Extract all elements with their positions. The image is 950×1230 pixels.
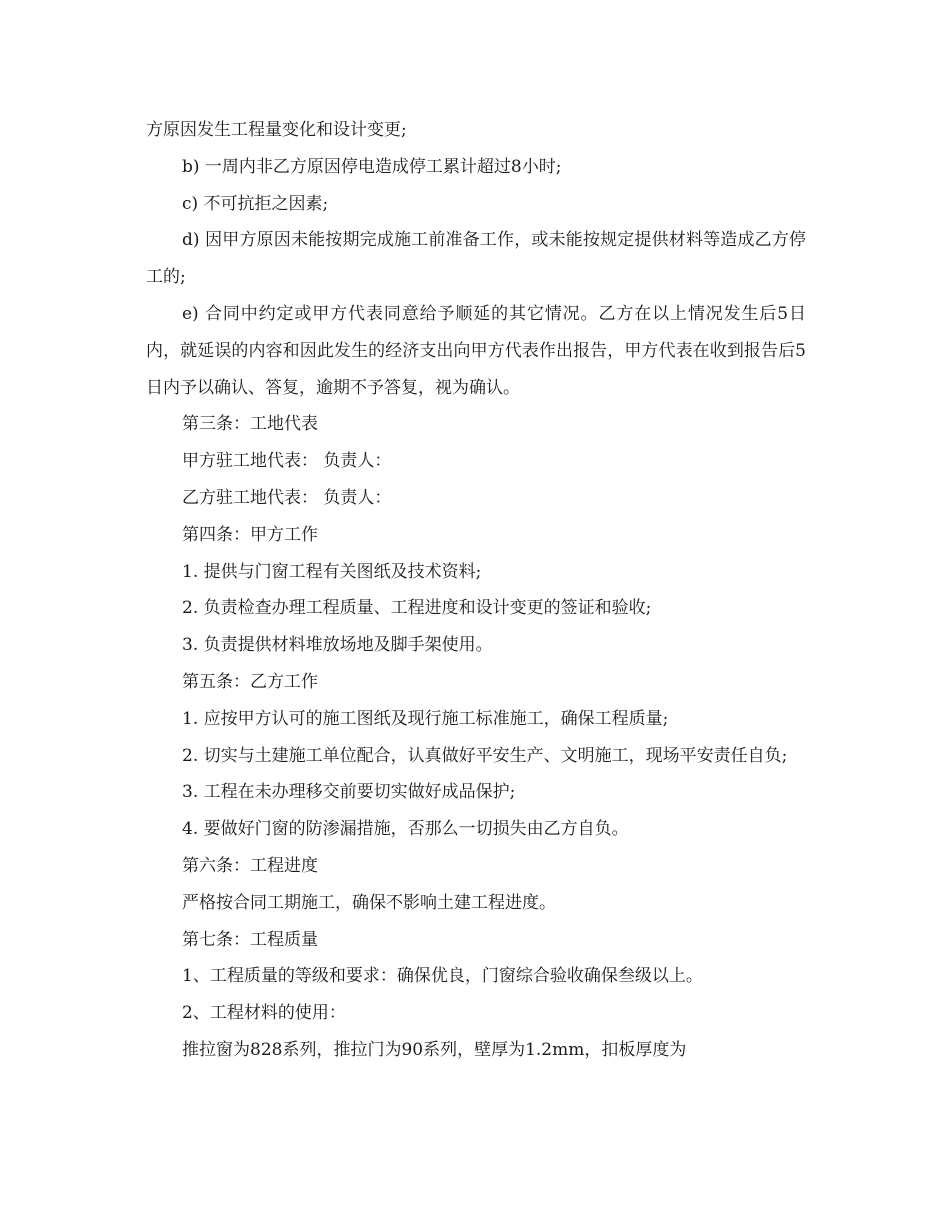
party-b-duty-4: 4. 要做好门窗的防渗漏措施，否那么一切损失由乙方自负。 bbox=[182, 819, 629, 840]
party-a-duty-2: 2. 负责检查办理工程质量、工程进度和设计变更的签证和验收; bbox=[182, 598, 652, 619]
section-heading-5: 第五条：乙方工作 bbox=[182, 671, 318, 692]
material-spec: 推拉窗为828系列，推拉门为90系列，壁厚为1.2mm，扣板厚度为 bbox=[182, 1039, 687, 1060]
schedule-clause: 严格按合同工期施工，确保不影响土建工程进度。 bbox=[182, 892, 556, 913]
paragraph-item-b: b) 一周内非乙方原因停电造成停工累计超过8小时; bbox=[182, 156, 562, 177]
paragraph-item-c: c) 不可抗拒之因素; bbox=[182, 193, 329, 214]
quality-clause-2: 2、工程材料的使用： bbox=[182, 1003, 346, 1024]
section-heading-3: 第三条：工地代表 bbox=[182, 414, 318, 435]
party-b-duty-3: 3. 工程在未办理移交前要切实做好成品保护; bbox=[182, 782, 516, 803]
section-heading-4: 第四条：甲方工作 bbox=[182, 524, 318, 545]
paragraph-item-e: e) 合同中约定或甲方代表同意给予顺延的其它情况。乙方在以上情况发生后5日内，就延误的内容和因此发生的经济支出向甲方代表作出报告，甲方代表在收到报告后5日内予以确认、答复，逾期不予答复，视为确认。 bbox=[146, 303, 806, 398]
quality-clause-1: 1、工程质量的等级和要求：确保优良，门窗综合验收确保叁级以上。 bbox=[182, 966, 703, 987]
section-heading-7: 第七条：工程质量 bbox=[182, 929, 318, 950]
party-b-representative: 乙方驻工地代表： 负责人： bbox=[182, 487, 392, 508]
party-b-duty-1: 1. 应按甲方认可的施工图纸及现行施工标准施工，确保工程质量; bbox=[182, 708, 669, 729]
section-heading-6: 第六条：工程进度 bbox=[182, 855, 318, 876]
paragraph-item-d: d) 因甲方原因未能按期完成施工前准备工作，或未能按规定提供材料等造成乙方停工的; bbox=[146, 230, 806, 288]
document-body bbox=[146, 112, 806, 1069]
party-a-representative: 甲方驻工地代表： 负责人： bbox=[182, 451, 392, 472]
party-a-duty-3: 3. 负责提供材料堆放场地及脚手架使用。 bbox=[182, 635, 493, 656]
paragraph-continuation: 方原因发生工程量变化和设计变更; bbox=[146, 120, 407, 140]
party-a-duty-1: 1. 提供与门窗工程有关图纸及技术资料; bbox=[182, 561, 482, 582]
party-b-duty-2: 2. 切实与土建施工单位配合，认真做好平安生产、文明施工，现场平安责任自负; bbox=[182, 745, 788, 766]
